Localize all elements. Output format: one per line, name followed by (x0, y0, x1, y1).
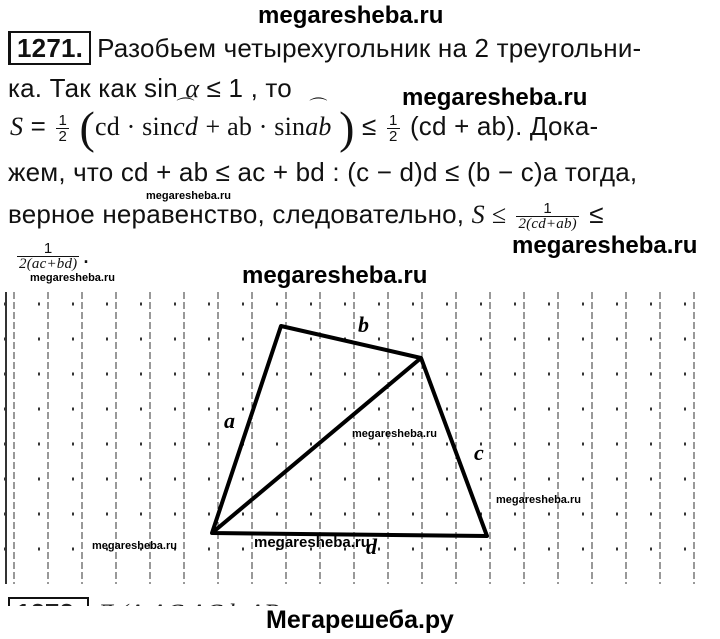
angle-ab: ⌒ ab (305, 109, 331, 145)
text-line-4 (8, 154, 637, 190)
text-line-1 (8, 30, 641, 66)
problem-number: 1271. (8, 31, 91, 65)
quadrilateral-outline (212, 326, 487, 536)
formula-cd: cd · sin (94, 112, 174, 141)
label-b: b (358, 312, 369, 337)
formula-le: ≤ (362, 111, 377, 141)
fraction-half: $\frac{1}{2}$ (58, 111, 68, 145)
paren-close: ) (339, 102, 355, 153)
line2-pre: ка. Так как sin (8, 73, 178, 103)
formula-s: S (10, 112, 24, 141)
watermark-mid-1: megaresheba.ru (402, 84, 588, 111)
text-line-5 (8, 196, 604, 233)
angle-cd: ⌒ cd (173, 109, 198, 145)
watermark-small-2: megaresheba.ru (30, 272, 115, 284)
fraction-2: $\frac{1}{2(ac+bd)}$ (19, 239, 78, 272)
watermark-bottom: Мегарешеба.ру (266, 606, 454, 634)
fraction-1: $\frac{1}{2(cd+ab)}$ (518, 199, 577, 232)
line5-le: ≤ (589, 199, 604, 229)
fraction-half-2: $\frac{1}{2}$ (388, 111, 398, 145)
watermark-small-3: megaresheba.ru (352, 428, 437, 440)
watermark-mid-2: megaresheba.ru (512, 232, 698, 259)
formula-eq: = (30, 111, 47, 141)
alpha-symbol: α (185, 74, 200, 103)
text-line-6 (14, 236, 90, 272)
text-line-3 (10, 102, 599, 153)
label-d: d (366, 534, 377, 559)
line1-text: Разобьем четырехугольник на 2 треугольни- (97, 33, 642, 63)
watermark-small-1: megaresheba.ru (146, 190, 231, 202)
line3-tail: (cd + ab). Дока- (409, 111, 599, 141)
watermark-top: megaresheba.ru (258, 2, 444, 29)
watermark-small-4: megaresheba.ru (496, 494, 581, 506)
watermark-mid-4: megaresheba.ru (254, 534, 370, 551)
line4-text: жем, что cd + ab ≤ ac + bd : (c − d)d ≤ (b − c)a тогда, (8, 157, 638, 187)
label-c: c (474, 440, 484, 465)
line2-post: ≤ 1 , то (206, 73, 292, 103)
formula-ab: + ab · sin (205, 112, 306, 141)
quadrilateral (212, 326, 487, 536)
watermark-mid-3: megaresheba.ru (242, 262, 428, 289)
period: . (82, 239, 90, 269)
line5-pre: верное неравенство, следовательно, (8, 199, 465, 229)
paren-open: ( (79, 102, 95, 153)
text-line-2 (8, 70, 292, 107)
line5-s: S ≤ (471, 200, 507, 229)
label-a: a (224, 408, 235, 433)
watermark-small-5: megaresheba.ru (92, 540, 177, 552)
